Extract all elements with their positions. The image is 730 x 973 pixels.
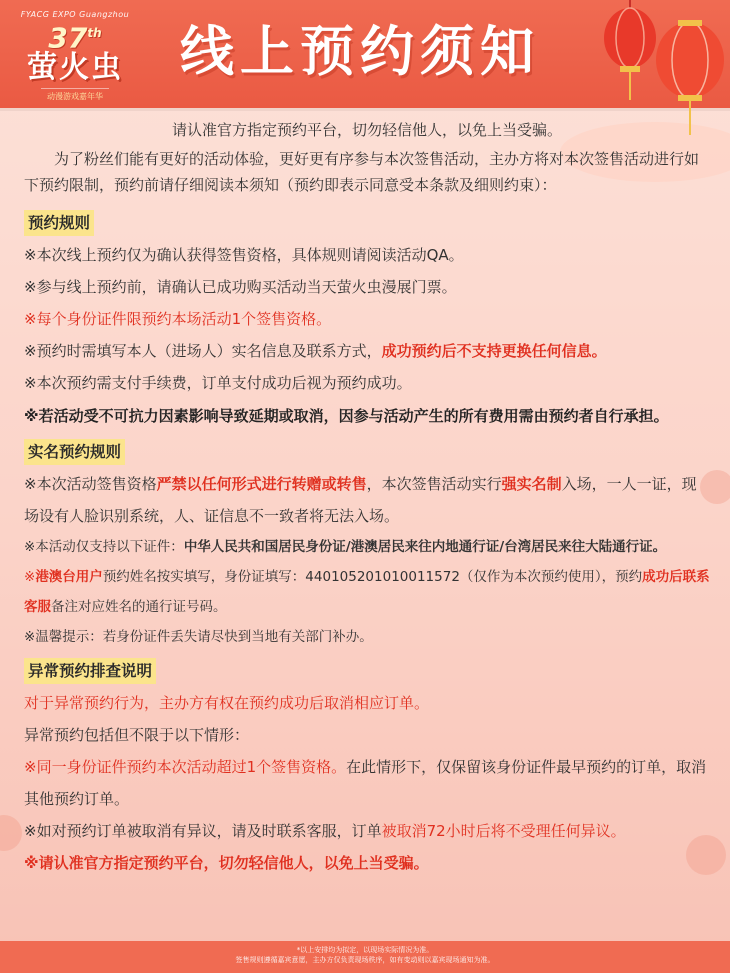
abnormal-item-warning: ※请认准官方指定预约平台，切勿轻信他人，以免上当受骗。: [24, 854, 429, 872]
section-title-abnormal: 异常预约排查说明: [24, 658, 156, 684]
logo-edition-suffix: th: [87, 26, 102, 40]
rule-highlight: 强实名制: [501, 475, 562, 493]
rule-highlight: 成功后联系客服: [24, 569, 710, 615]
footer-line: *以上安排均为拟定，以现场实际情况为准。: [296, 946, 434, 954]
abnormal-item: [24, 815, 710, 847]
rule-item: ※参与线上预约前，请确认已成功购买活动当天萤火虫漫展门票。: [24, 278, 457, 296]
rule-item: [24, 335, 710, 367]
rule-highlight: 被取消72小时后将不受理任何异议。: [381, 822, 626, 840]
decor-coin: [0, 815, 22, 851]
realname-item: [24, 562, 710, 622]
intro-warning: 请认准官方指定预约平台，切勿轻信他人，以免上当受骗。: [171, 121, 562, 139]
abnormal-item-highlight: 对于异常预约行为，主办方有权在预约成功后取消相应订单。: [24, 694, 430, 712]
logo-edition-number: 37: [48, 21, 88, 55]
rule-item-bold: ※若活动受不可抗力因素影响导致延期或取消，因参与活动产生的所有费用需由预约者自行承担。: [24, 407, 669, 425]
rule-text: ※本活动仅支持以下证件：: [24, 539, 184, 555]
realname-item: ※温馨提示：若身份证件丢失请尽快到当地有关部门补办。: [24, 629, 373, 645]
abnormal-item: [24, 751, 710, 815]
rule-highlight: 成功预约后不支持更换任何信息。: [381, 342, 607, 360]
rule-text: 入场，一人一证，现场设有人脸识别系统，人、证信息不一致者将无法入场。: [24, 475, 697, 525]
realname-item: [24, 468, 710, 532]
rule-text: ，本次签售活动实行: [366, 475, 502, 493]
logo-name: 萤火虫: [27, 50, 123, 86]
rule-highlight: ※同一身份证件预约本次活动超过1个签售资格。: [24, 758, 347, 776]
logo-edition: [10, 19, 140, 55]
notice-body: [24, 117, 710, 879]
rule-mark: ※: [24, 569, 36, 585]
footer-disclaimer: [0, 941, 730, 973]
section-title-realname-rules: 实名预约规则: [24, 439, 125, 465]
footer-line: 签售规则遵循嘉宾意愿，主办方仅负责现场秩序，如有变动则以嘉宾现场通知为准。: [235, 956, 495, 964]
rule-highlight: 港澳台用户: [35, 569, 103, 585]
rule-highlight: 严禁以任何形式进行转赠或转售: [156, 475, 367, 493]
rule-text: ※如对预约订单被取消有异议，请及时联系客服，订单: [24, 822, 382, 840]
realname-item: [24, 532, 710, 562]
logo-subtitle: 动漫游戏嘉年华: [41, 88, 109, 102]
event-logo: [10, 8, 140, 100]
rule-item: ※本次预约需支付手续费，订单支付成功后视为预约成功。: [24, 374, 412, 392]
intro-paragraph: 为了粉丝们能有更好的活动体验，更好更有序参与本次签售活动，主办方将对本次签售活动进行如下预约限制，预约前请仔细阅读本须知（预约即表示同意受本条款及细则约束）：: [24, 150, 700, 194]
section-title-reservation-rules: 预约规则: [24, 210, 94, 236]
rule-text: ※本次活动签售资格: [24, 475, 157, 493]
page-title: 线上预约须知: [180, 20, 540, 83]
rule-item: ※本次线上预约仅为确认获得签售资格，具体规则请阅读活动QA。: [24, 246, 464, 264]
rule-bold: 中华人民共和国居民身份证/港澳居民来往内地通行证/台湾居民来往大陆通行证。: [183, 539, 667, 555]
abnormal-item: 异常预约包括但不限于以下情形：: [24, 726, 250, 744]
rule-text: 预约姓名按实填写，身份证填写：440105201010011572（仅作为本次预约使用），预约: [102, 569, 643, 585]
logo-expo-label: FYACG EXPO Guangzhou: [20, 10, 130, 19]
rule-text: ※预约时需填写本人（进场人）实名信息及联系方式，: [24, 342, 382, 360]
rule-item-highlight: ※每个身份证件限预约本场活动1个签售资格。: [24, 310, 332, 328]
rule-text: 备注对应姓名的通行证号码。: [51, 599, 227, 615]
rule-text: 在此情形下，仅保留该身份证件最早预约的订单，取消其他预约订单。: [24, 758, 707, 808]
